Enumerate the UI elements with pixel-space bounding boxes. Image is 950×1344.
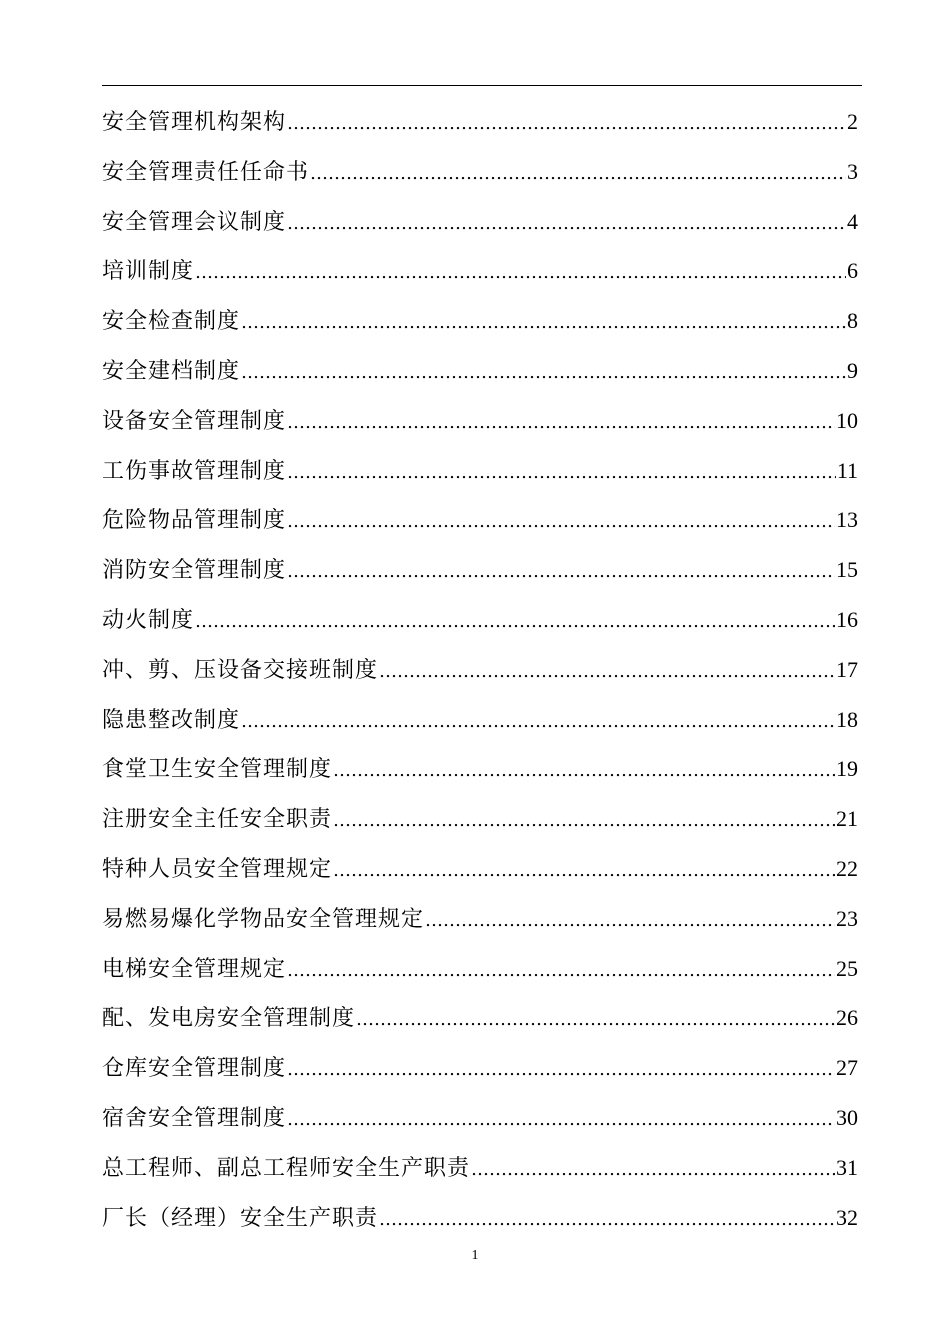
- toc-entry-title: 安全管理会议制度: [102, 209, 287, 235]
- toc-entry-title: 隐患整改制度: [102, 707, 241, 733]
- toc-dot-leader: [287, 547, 835, 597]
- page-number: 1: [471, 1248, 479, 1263]
- table-of-contents: [102, 97, 858, 1242]
- toc-entry-title: 注册安全主任安全职责: [102, 807, 333, 833]
- toc-entry-page: 16: [836, 606, 858, 632]
- toc-entry[interactable]: [102, 894, 858, 944]
- toc-entry-page: 11: [836, 457, 858, 483]
- toc-entry-title: 危险物品管理制度: [102, 508, 287, 534]
- toc-dot-leader: [195, 248, 846, 298]
- toc-entry-page: 25: [836, 955, 858, 981]
- toc-entry[interactable]: [102, 1093, 858, 1143]
- toc-entry-page: 10: [836, 407, 858, 433]
- toc-entry-page: 18: [836, 706, 858, 732]
- toc-entry-title: 安全建档制度: [102, 358, 241, 384]
- toc-dot-leader: [287, 199, 846, 249]
- toc-entry[interactable]: [102, 346, 858, 396]
- toc-entry[interactable]: [102, 495, 858, 545]
- toc-entry-title: 设备安全管理制度: [102, 408, 287, 434]
- toc-entry[interactable]: [102, 595, 858, 645]
- toc-entry-title: 厂长（经理）安全生产职责: [102, 1205, 379, 1231]
- toc-entry-title: 安全检查制度: [102, 309, 241, 335]
- toc-entry[interactable]: [102, 396, 858, 446]
- toc-entry-title: 特种人员安全管理规定: [102, 856, 333, 882]
- toc-dot-leader: [333, 746, 835, 796]
- toc-dot-leader: [241, 348, 846, 398]
- toc-entry-title: 电梯安全管理规定: [102, 956, 287, 982]
- toc-entry-page: 19: [836, 756, 858, 782]
- toc-entry-page: 26: [836, 1005, 858, 1031]
- toc-entry-title: 食堂卫生安全管理制度: [102, 757, 333, 783]
- toc-entry-title: 总工程师、副总工程师安全生产职责: [102, 1155, 471, 1181]
- toc-dot-leader: [356, 995, 835, 1045]
- toc-entry-page: 9: [847, 357, 858, 383]
- toc-dot-leader: [471, 1145, 835, 1195]
- toc-entry-page: 17: [836, 656, 858, 682]
- toc-entry-title: 易燃易爆化学物品安全管理规定: [102, 906, 425, 932]
- toc-entry-title: 动火制度: [102, 607, 195, 633]
- toc-dot-leader: [310, 149, 846, 199]
- toc-dot-leader: [287, 99, 846, 149]
- toc-entry-page: 30: [836, 1104, 858, 1130]
- toc-entry-title: 配、发电房安全管理制度: [102, 1006, 356, 1032]
- header-rule: [102, 85, 862, 86]
- toc-entry-page: 15: [836, 557, 858, 583]
- toc-entry[interactable]: [102, 695, 858, 745]
- toc-dot-leader: [287, 1095, 835, 1145]
- toc-entry[interactable]: [102, 1143, 858, 1193]
- toc-entry[interactable]: [102, 844, 858, 894]
- toc-dot-leader: [287, 448, 836, 498]
- toc-entry[interactable]: [102, 97, 858, 147]
- toc-entry-title: 冲、剪、压设备交接班制度: [102, 657, 379, 683]
- toc-entry-page: 31: [836, 1154, 858, 1180]
- toc-dot-leader: [287, 1045, 835, 1095]
- toc-entry-page: 13: [836, 507, 858, 533]
- toc-dot-leader: [379, 647, 835, 697]
- toc-dot-leader: [287, 398, 835, 448]
- toc-dot-leader: [333, 796, 835, 846]
- toc-dot-leader: [287, 946, 835, 996]
- toc-dot-leader: [287, 497, 835, 547]
- toc-entry-page: 4: [847, 208, 858, 234]
- toc-entry-page: 22: [836, 855, 858, 881]
- toc-entry[interactable]: [102, 296, 858, 346]
- toc-dot-leader: [195, 597, 835, 647]
- toc-entry-page: 32: [836, 1204, 858, 1230]
- toc-entry-page: 3: [847, 158, 858, 184]
- toc-dot-leader: [241, 697, 835, 747]
- toc-entry-title: 工伤事故管理制度: [102, 458, 287, 484]
- toc-dot-leader: [425, 896, 835, 946]
- toc-dot-leader: [241, 298, 846, 348]
- toc-entry[interactable]: [102, 1193, 858, 1243]
- toc-entry[interactable]: [102, 545, 858, 595]
- toc-entry[interactable]: [102, 794, 858, 844]
- toc-entry[interactable]: [102, 993, 858, 1043]
- toc-entry[interactable]: [102, 744, 858, 794]
- toc-entry-page: 8: [847, 308, 858, 334]
- toc-entry[interactable]: [102, 147, 858, 197]
- toc-entry[interactable]: [102, 197, 858, 247]
- toc-entry-title: 培训制度: [102, 259, 195, 285]
- toc-entry[interactable]: [102, 944, 858, 994]
- toc-entry[interactable]: [102, 246, 858, 296]
- toc-entry-title: 仓库安全管理制度: [102, 1056, 287, 1082]
- toc-entry[interactable]: [102, 1043, 858, 1093]
- toc-entry-title: 消防安全管理制度: [102, 558, 287, 584]
- toc-entry-title: 安全管理责任任命书: [102, 159, 310, 185]
- toc-dot-leader: [333, 846, 835, 896]
- toc-entry-title: 宿舍安全管理制度: [102, 1105, 287, 1131]
- toc-entry-page: 23: [836, 905, 858, 931]
- toc-entry-title: 安全管理机构架构: [102, 110, 287, 135]
- toc-entry[interactable]: [102, 446, 858, 496]
- toc-entry-page: 6: [847, 258, 858, 284]
- toc-entry-page: 27: [836, 1055, 858, 1081]
- toc-dot-leader: [379, 1195, 835, 1245]
- toc-entry-page: 2: [847, 109, 858, 134]
- toc-entry-page: 21: [836, 806, 858, 832]
- toc-entry[interactable]: [102, 645, 858, 695]
